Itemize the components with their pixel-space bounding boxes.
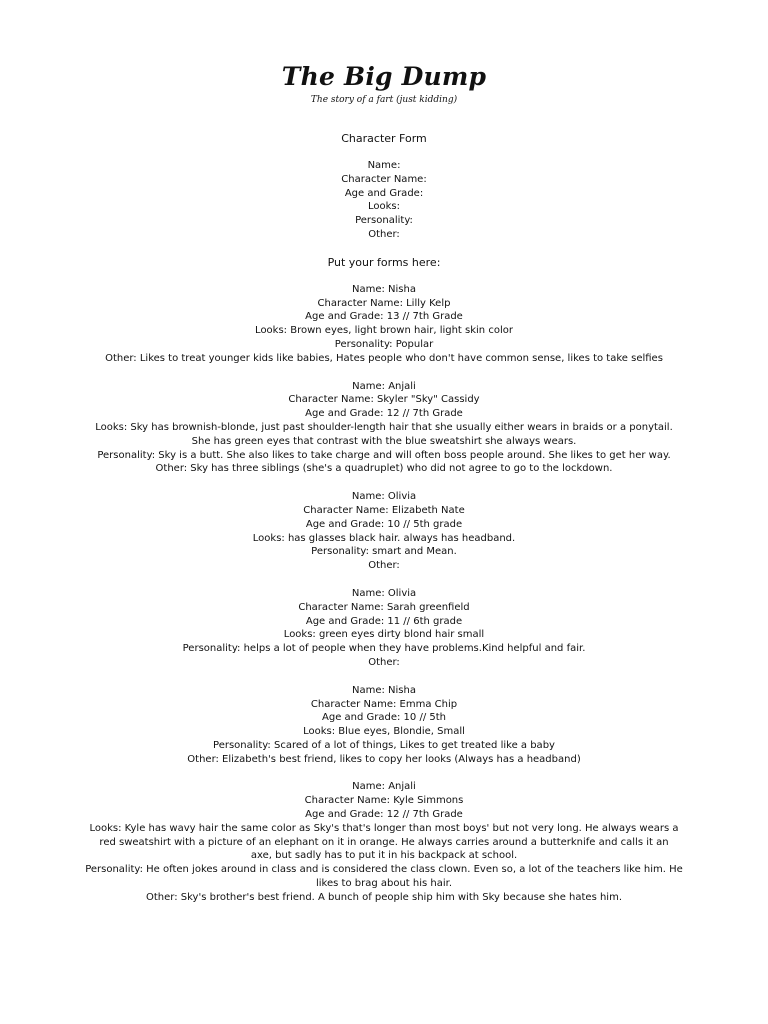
entry-line: likes to brag about his hair.: [315, 878, 452, 890]
entry-line: Personality: He often jokes around in class and is considered the class clown. Even so, a lot of the teachers like him. He: [85, 864, 683, 876]
entry-line: Name: Anjali: [352, 380, 416, 392]
entry-line: Age and Grade: 10 // 5th: [322, 712, 446, 724]
entry-line: Other:: [368, 560, 400, 572]
forms-section-heading: Put your forms here:: [327, 255, 441, 269]
character-form-template: [0, 159, 768, 242]
form-field-label: Other:: [368, 228, 400, 240]
entry-line: Looks: Sky has brownish-blonde, just past shoulder-length hair that she usually either wears in braids or a ponytail.: [95, 421, 673, 433]
entry-line: Other: Elizabeth's best friend, likes to copy her looks (Always has a headband): [187, 753, 581, 765]
entry-line: Looks: has glasses black hair. always has headband.: [252, 532, 516, 544]
entry-line: She has green eyes that contrast with the blue sweatshirt she always wears.: [191, 435, 577, 447]
entry-line: Other:: [368, 656, 400, 668]
entry-line: Character Name: Sarah greenfield: [298, 601, 470, 613]
entry-line: Character Name: Lilly Kelp: [317, 297, 451, 309]
entry-line: Looks: Kyle has wavy hair the same color as Sky's that's longer than most boys' but not very long. He always wears a: [89, 822, 679, 834]
entry-line: Other: Likes to treat younger kids like babies, Hates people who don't have common sense, likes to take selfies: [105, 352, 663, 364]
character-entry: [54, 684, 714, 767]
entry-line: Name: Olivia: [351, 587, 417, 599]
character-entry: [54, 380, 714, 477]
entry-line: Name: Nisha: [352, 684, 416, 696]
entry-line: Looks: Brown eyes, light brown hair, light skin color: [255, 325, 513, 337]
entry-line: Personality: Scared of a lot of things, Likes to get treated like a baby: [213, 739, 555, 751]
entry-line: Character Name: Elizabeth Nate: [303, 504, 465, 516]
form-field-label: Age and Grade:: [344, 187, 424, 199]
entry-line: Character Name: Skyler "Sky" Cassidy: [288, 394, 480, 406]
entry-line: Age and Grade: 12 // 7th Grade: [305, 809, 463, 821]
entry-line: Other: Sky has three siblings (she's a quadruplet) who did not agree to go to the lockdown.: [155, 463, 613, 475]
character-entries: [54, 283, 714, 905]
entry-line: Character Name: Kyle Simmons: [304, 795, 464, 807]
entry-line: Looks: Blue eyes, Blondie, Small: [303, 726, 465, 738]
form-field-label: Character Name:: [341, 173, 427, 185]
character-entry: [54, 490, 714, 573]
entry-line: Name: Anjali: [352, 781, 416, 793]
character-entry: [54, 780, 714, 904]
entry-line: axe, but sadly has to put it in his backpack at school.: [250, 850, 518, 862]
entry-line: Personality: Sky is a butt. She also likes to take charge and will often boss people around. She likes to get her way.: [97, 449, 671, 461]
document-subtitle: The story of a fart (just kidding): [310, 95, 458, 105]
character-form-heading: Character Form: [341, 132, 427, 145]
document-title: The Big Dump: [281, 62, 487, 91]
entry-line: Age and Grade: 10 // 5th grade: [305, 518, 463, 530]
character-entry: [54, 283, 714, 366]
entry-line: Name: Olivia: [351, 491, 417, 503]
entry-line: Character Name: Emma Chip: [310, 698, 458, 710]
entry-line: red sweatshirt with a picture of an elephant on it in orange. He always carries around a butterknife and calls it an: [99, 836, 669, 848]
character-entry: [54, 587, 714, 670]
form-field-label: Personality:: [355, 215, 413, 227]
entry-line: Age and Grade: 11 // 6th grade: [305, 615, 463, 627]
entry-line: Other: Sky's brother's best friend. A bunch of people ship him with Sky because she hates him.: [146, 891, 622, 903]
entry-line: Age and Grade: 13 // 7th Grade: [305, 311, 463, 323]
entry-line: Personality: smart and Mean.: [311, 546, 457, 558]
entry-line: Name: Nisha: [352, 283, 416, 295]
form-field-label: Looks:: [367, 201, 400, 213]
form-field-label: Name:: [367, 160, 401, 171]
entry-line: Personality: Popular: [334, 338, 434, 350]
entry-line: Looks: green eyes dirty blond hair small: [283, 629, 485, 641]
entry-line: Age and Grade: 12 // 7th Grade: [305, 408, 463, 420]
entry-line: Personality: helps a lot of people when they have problems.Kind helpful and fair.: [182, 643, 586, 655]
